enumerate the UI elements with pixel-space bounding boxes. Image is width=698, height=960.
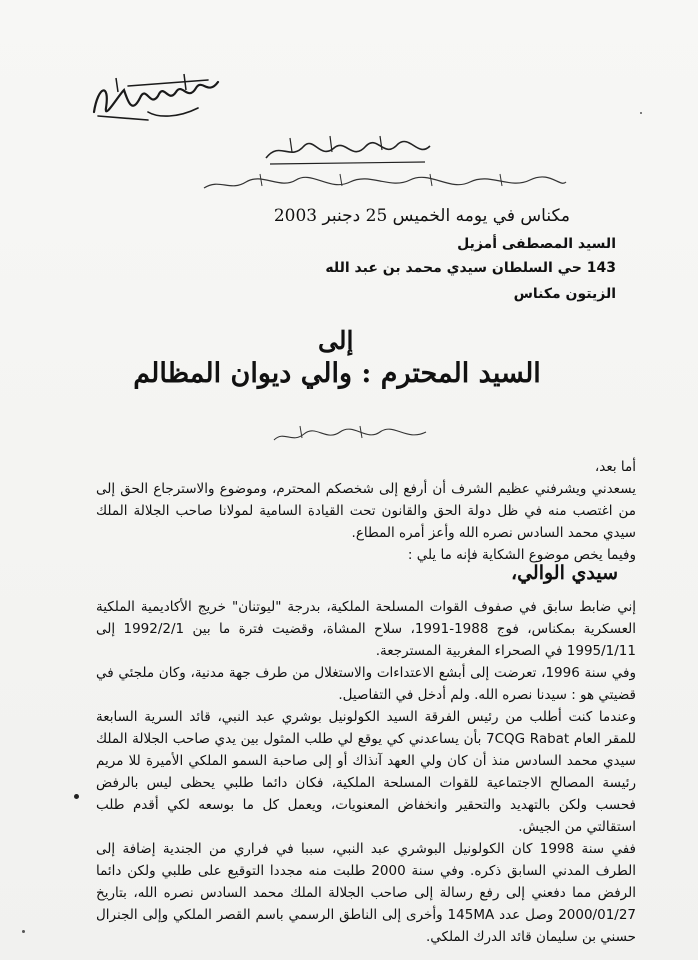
letter-date: مكناس في يومه الخميس 25 دجنبر 2003: [273, 206, 570, 226]
to-label: إلى: [318, 326, 354, 355]
paragraph-2: وفي سنة 1996، تعرضت إلى أبشع الاعتداءات والاستغلال من طرف جهة مدنية، وكان ملجئي في قضيتي هو : سيدنا نصره الله. ولم أدخل في التفاصيل.: [96, 665, 637, 703]
body-intro-block: [96, 456, 636, 566]
opening: أما بعد،: [594, 459, 636, 475]
body-main-block: [96, 596, 636, 948]
paragraph-4: ففي سنة 1998 كان الكولونيل البوشري عبد النبي، سببا في فراري من الجندية إضافة إلى الطرف المدني السابق ذكره. وفي سنة 2000 طلبت منه مجددا التوقيع على طلبي ولكن دائما الرفض مما دفعني إلى رفع رسالة إلى صاحب الجلالة الملك محمد السادس نصره الله، بتاريخ 2000/01/27 وصل عدد 145MA وأخرى إلى الناطق الرسمي باسم القصر الملكي وإلى الجنرال حسني بن سليمان قائد الدرك الملكي.: [96, 841, 637, 945]
sender-address: 143 حي السلطان سيدي محمد بن عبد الله: [325, 260, 616, 276]
paper-speck: [640, 112, 642, 114]
handwritten-invocation: [200, 170, 570, 196]
margin-dot: [74, 794, 79, 799]
complaint-intro: وفيما يخص موضوع الشكاية فإنه ما يلي :: [407, 547, 636, 563]
sender-district: الزيتون مكناس: [513, 286, 616, 302]
paragraph-3: وعندما كنت أطلب من رئيس الفرقة السيد الكولونيل بوشري عبد النبي، قائد السرية السابعة للمقر العام 7CQG Rabat بأن يساعدني كي يوقع لي طلب المثول بين يدي صاحب الجلالة الملك سيدي محمد السادس منذ أن كان ولي العهد آنذاك أو إلى صاحبة السمو الملكي الأميرة للا مريم رئيسة المصالح الاجتماعية للقوات المسلحة الملكية، فكان دائما طلبي يحظى ليس بالرفض فحسب ولكن بالتهديد والتحقير وانخفاض المعنويات، ويعمل كل ما بوسعه لكي أقدم طلب استقالتي من الجيش.: [96, 709, 637, 835]
handwritten-greeting: [270, 420, 430, 450]
basmala-calligraphy: [260, 132, 435, 168]
paragraph-1: إني ضابط سابق في صفوف القوات المسلحة الملكية، بدرجة "ليوتنان" خريج الأكاديمية الملكية العسكرية بمكناس، فوج 1988-1991، سلاح المشاة، وقضيت فترة ما بين 1992/2/1 إلى 1995/1/11 في الصحراء المغربية المسترجعة.: [96, 599, 636, 659]
handwritten-signature: [88, 68, 223, 126]
sender-name: السيد المصطفى أمزيل: [457, 236, 616, 252]
salutation-heading: سيدي الوالي،: [510, 562, 618, 584]
recipient-title: السيد المحترم : والي ديوان المظالم: [133, 358, 541, 389]
paper-speck: [22, 930, 25, 933]
intro-paragraph: يسعدني ويشرفني عظيم الشرف أن أرفع إلى شخصكم المحترم، وموضوع والاسترجاع الحق إلى من اغتصب منه في ظل دولة الحق والقانون تحت القيادة السامية لمولانا صاحب الجلالة الملك سيدي محمد السادس نصره الله وأعز أمره المطاع.: [96, 481, 636, 541]
